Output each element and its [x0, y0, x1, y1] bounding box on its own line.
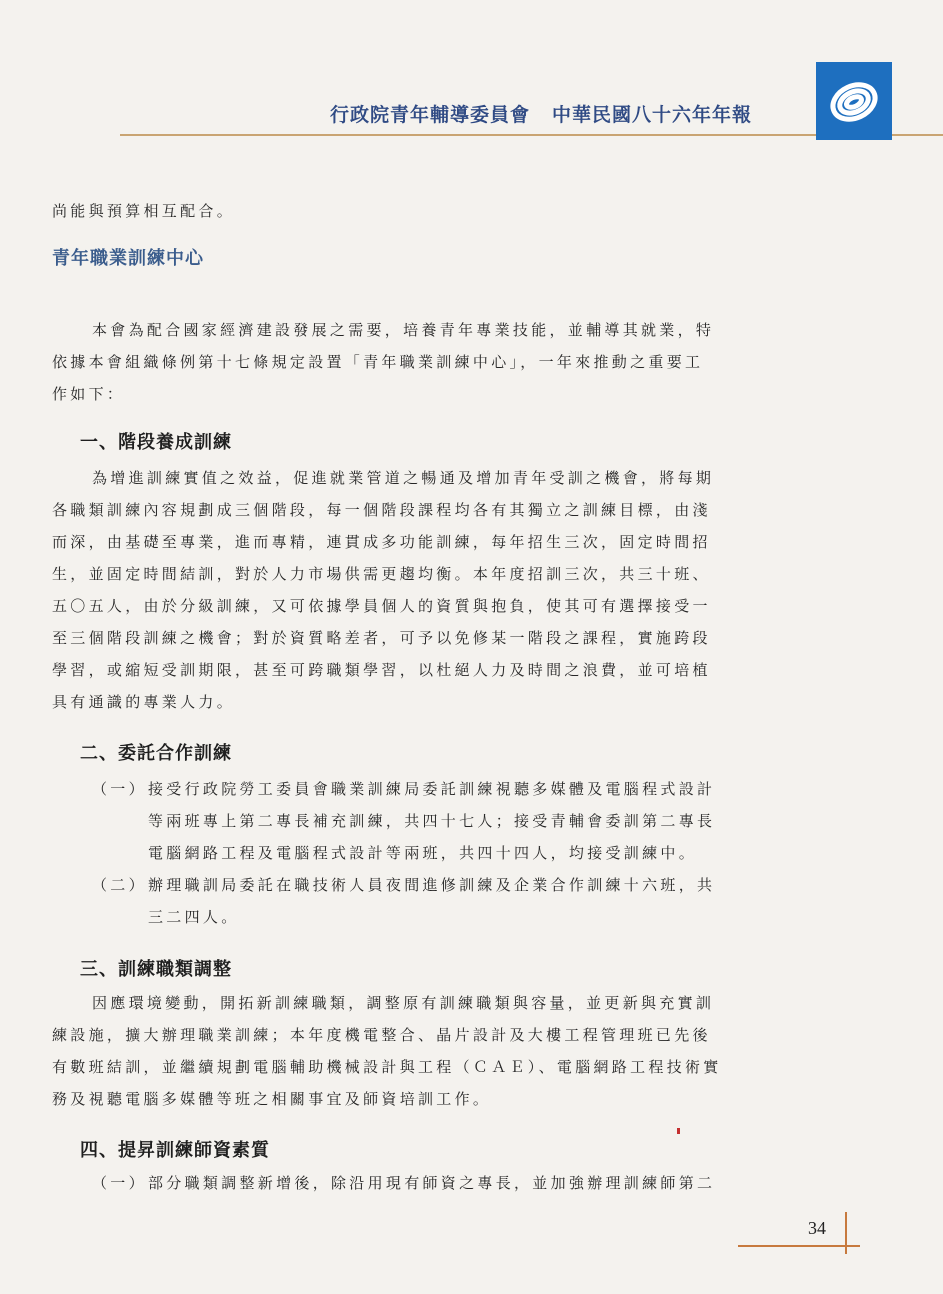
section-4-item-line: 部分職類調整新增後，除沿用現有師資之專長，並加強辦理訓練師第二: [148, 1174, 716, 1192]
intro-paragraph-line: 本會為配合國家經濟建設發展之需要，培養青年專業技能，並輔導其就業，特: [92, 321, 715, 339]
section-3-line: 有數班結訓，並繼續規劃電腦輔助機械設計與工程（ＣＡＥ）、電腦網路工程技術實: [52, 1058, 722, 1076]
section-3-line: 務及視聽電腦多媒體等班之相關事宜及師資培訓工作。: [52, 1090, 492, 1108]
item-marker: （一）: [92, 780, 147, 798]
section-2-item-line: 三二四人。: [148, 908, 240, 926]
section-1-line: 至三個階段訓練之機會；對於資質略差者，可予以免修某一階段之課程，實施跨段: [52, 629, 711, 647]
section-3-line: 因應環境變動，開拓新訓練職類，調整原有訓練職類與容量，並更新與充實訓: [92, 994, 715, 1012]
page-number: 34: [808, 1218, 826, 1238]
intro-line: 尚能與預算相互配合。: [52, 202, 236, 220]
item-marker: （一）: [92, 1174, 147, 1192]
section-heading-4: 四、提昇訓練師資素質: [80, 1140, 270, 1161]
section-1-line: 而深，由基礎至專業，進而專精，連貫成多功能訓練，每年招生三次，固定時間招: [52, 533, 711, 551]
section-2-item-line: 接受行政院勞工委員會職業訓練局委託訓練視聽多媒體及電腦程式設計: [148, 780, 716, 798]
section-1-line: 各職類訓練內容規劃成三個階段，每一個階段課程均各有其獨立之訓練目標，由淺: [52, 501, 711, 519]
section-heading-2: 二、委託合作訓練: [80, 743, 232, 764]
item-marker: （二）: [92, 876, 147, 894]
footer-rule-vertical: [845, 1212, 847, 1254]
section-1-line: 生，並固定時間結訓，對於人力市場供需更趨均衡。本年度招訓三次，共三十班、: [52, 565, 711, 583]
intro-paragraph-line: 作如下：: [52, 385, 126, 403]
section-2-item-line: 辦理職訓局委託在職技術人員夜間進修訓練及企業合作訓練十六班，共: [148, 876, 716, 894]
ink-mark: [677, 1128, 680, 1134]
rings-logo-icon: [816, 62, 892, 140]
section-heading-1: 一、階段養成訓練: [80, 432, 232, 453]
section-title: 青年職業訓練中心: [52, 248, 204, 269]
section-2-item-line: 電腦網路工程及電腦程式設計等兩班，共四十四人，均接受訓練中。: [148, 844, 698, 862]
intro-paragraph-line: 依據本會組織條例第十七條規定設置「青年職業訓練中心」，一年來推動之重要工: [52, 353, 704, 371]
header-org: 行政院青年輔導委員會: [330, 104, 531, 126]
footer-rule-horizontal: [738, 1245, 860, 1247]
section-1-line: 學習，或縮短受訓期限，甚至可跨職類學習，以杜絕人力及時間之浪費，並可培植: [52, 661, 711, 679]
section-heading-3: 三、訓練職類調整: [80, 959, 232, 980]
section-1-line: 為增進訓練實值之效益，促進就業管道之暢通及增加青年受訓之機會，將每期: [92, 469, 715, 487]
section-1-line: 五〇五人，由於分級訓練，又可依據學員個人的資質與抱負，使其可有選擇接受一: [52, 597, 711, 615]
header-report: 中華民國八十六年年報: [552, 104, 753, 126]
section-2-item-line: 等兩班專上第二專長補充訓練，共四十七人；接受青輔會委訓第二專長: [148, 812, 716, 830]
section-1-line: 具有通識的專業人力。: [52, 693, 236, 711]
logo: [816, 62, 892, 140]
section-3-line: 練設施，擴大辦理職業訓練；本年度機電整合、晶片設計及大樓工程管理班已先後: [52, 1026, 711, 1044]
running-header: [330, 100, 810, 127]
